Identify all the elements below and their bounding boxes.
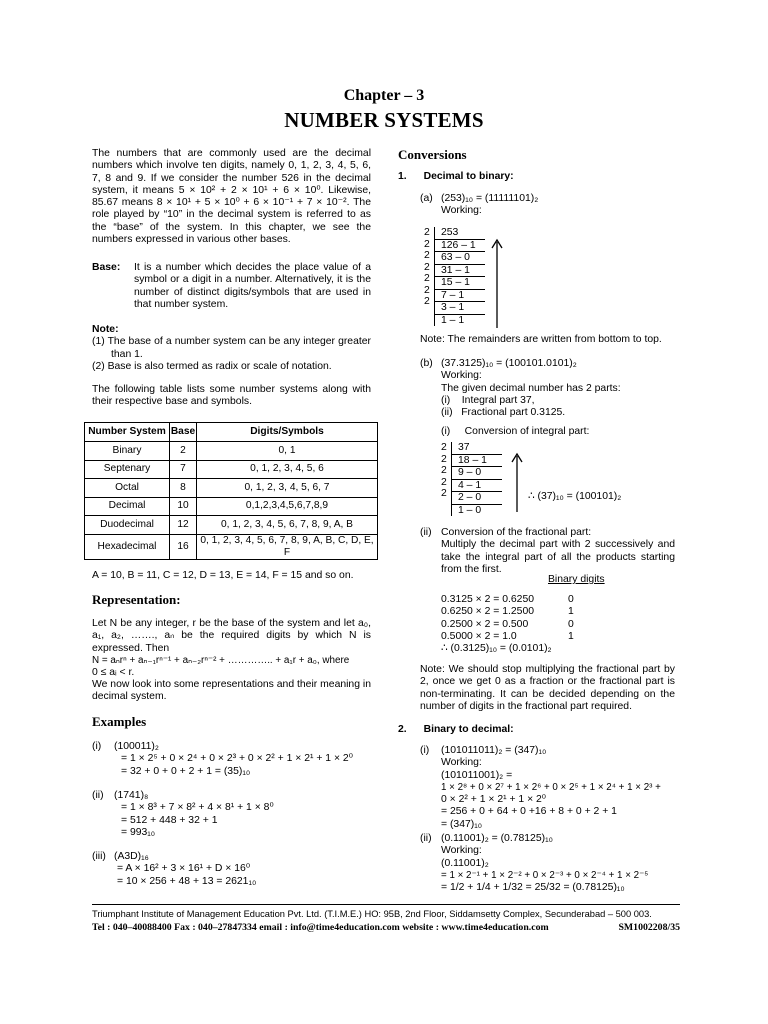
up-arrow-icon — [490, 238, 504, 330]
table-cell: 2 — [170, 442, 197, 461]
fraction-row — [441, 619, 591, 631]
example-line: = 512 + 448 + 32 + 1 — [121, 814, 218, 826]
fraction-note: Note: We should stop multiplying the fractional part by 2, once we get 0 as a fraction or the fractional part is non-terminating. It can be decided depending on the number of digits in the fractional part required. — [420, 664, 675, 712]
example-line: = 10 × 256 + 48 + 13 = 2621₁₀ — [117, 875, 257, 887]
divisor: 2 — [424, 284, 430, 296]
binary-example-ii — [420, 833, 680, 894]
divisor: 2 — [424, 273, 430, 284]
table-row — [85, 497, 378, 516]
divisor: 2 — [441, 476, 447, 488]
divisor: 2 — [424, 227, 430, 238]
example-line: 1 × 2⁸ + 0 × 2⁷ + 1 × 2⁶ + 0 × 2⁵ + 1 × 2⁴ + 1 × 2³ + — [441, 781, 661, 793]
table-cell: Hexadecimal — [85, 534, 170, 560]
footer-contact — [92, 921, 680, 934]
example-line: = 256 + 0 + 64 + 0 +16 + 8 + 0 + 2 + 1 — [441, 806, 617, 818]
divisor: 2 — [424, 261, 430, 273]
representation-condition: 0 ≤ aᵢ < r. — [92, 667, 135, 678]
example-label: (a) — [420, 193, 433, 204]
example-line: = 993₁₀ — [121, 826, 156, 838]
up-arrow-icon — [510, 452, 524, 514]
example-line: = (347)₁₀ — [441, 818, 483, 830]
example-label: (ii) — [420, 833, 432, 844]
parts-intro: The given decimal number has 2 parts: — [441, 382, 621, 394]
example-line: (0.11001)₂ — [441, 857, 489, 869]
divisor: 2 — [424, 238, 430, 250]
example-label: (i) — [420, 745, 430, 756]
table-cell: Septenary — [85, 460, 170, 479]
example-label: (ii) — [420, 527, 432, 538]
example-line: 0 × 2² + 1 × 2¹ + 1 × 2⁰ — [441, 794, 546, 806]
divisor: 2 — [441, 465, 447, 476]
page-footer — [92, 904, 680, 934]
note-item: (1) The base of a number system can be any integer greater than 1. — [92, 336, 371, 360]
table-header: Base — [170, 423, 197, 442]
quotient: 1 – 1 — [441, 314, 465, 326]
part-item: (ii) Fractional part 0.3125. — [441, 407, 566, 419]
table-cell: Decimal — [85, 497, 170, 516]
table-cell: 12 — [170, 516, 197, 535]
quotient: 63 – 0 — [435, 252, 485, 265]
table-cell: 16 — [170, 534, 197, 560]
example-line: = 1 × 2⁵ + 0 × 2⁴ + 0 × 2³ + 0 × 2² + 1 × 2¹ + 1 × 2⁰ — [121, 753, 353, 765]
table-row — [85, 534, 378, 560]
fraction-product: 0.3125 × 2 = 0.6250 — [441, 594, 535, 605]
fraction-product: 0.5000 × 2 = 1.0 — [441, 630, 517, 642]
fraction-result: ∴ (0.3125)₁₀ = (0.0101)₂ — [441, 643, 552, 655]
example-line: (101011001)₂ = — [441, 769, 513, 781]
representation-text-2: We now look into some representations and their meaning in decimal system. — [92, 679, 371, 703]
example-a — [420, 193, 539, 218]
fraction-product: 0.6250 × 2 = 1.2500 — [441, 606, 535, 618]
chapter-label: Chapter – 3 — [343, 87, 425, 104]
table-header: Number System — [85, 423, 170, 442]
representation-text: Let N be any integer, r be the base of the system and let a₀, a₁, a₂, ……., aₙ be the required digits by which N is expressed. Then — [92, 618, 371, 654]
example-equation: (37.3125)₁₀ = (100101.0101)₂ — [441, 358, 577, 369]
example-line: (101011011)₂ = (347)₁₀ — [441, 745, 547, 756]
quotient: 31 – 1 — [435, 265, 485, 278]
table-cell: 0, 1 — [197, 442, 378, 461]
binary-example-i — [420, 745, 680, 831]
part-item: (i) Integral part 37, — [441, 394, 535, 406]
binary-digit: 0 — [568, 594, 574, 605]
binary-digit: 1 — [568, 606, 574, 618]
representation-heading: Representation: — [92, 592, 181, 607]
base-definition — [92, 262, 371, 311]
table-row — [85, 479, 378, 498]
quotient: 4 – 1 — [452, 480, 502, 493]
fraction-product: 0.2500 × 2 = 0.500 — [441, 618, 529, 630]
table-cell: 0,1,2,3,4,5,6,7,8,9 — [197, 497, 378, 516]
divisor: 2 — [441, 442, 447, 453]
divisor: 2 — [424, 296, 430, 307]
quotient: 18 – 1 — [452, 455, 502, 468]
table-row — [85, 460, 378, 479]
example-label: (b) — [420, 358, 433, 369]
section-number: 1. — [398, 171, 407, 182]
remainder-note: Note: The remainders are written from bottom to top. — [420, 334, 662, 345]
example-line: = 32 + 0 + 0 + 2 + 1 = (35)₁₀ — [121, 765, 251, 777]
binary-digits-header: Binary digits — [548, 574, 605, 585]
section-title: Binary to decimal: — [423, 724, 514, 735]
footer-contact-text: Tel : 040–40088400 Fax : 040–27847334 email : info@time4education.com website : www.time4education.com — [92, 922, 549, 933]
quotient: 126 – 1 — [435, 240, 485, 253]
example-item — [92, 851, 371, 888]
division-values — [434, 227, 485, 326]
example-line: = 1/2 + 1/4 + 1/32 = 25/32 = (0.78125)₁₀ — [441, 882, 625, 894]
example-line: Working: — [441, 757, 482, 769]
example-item — [92, 741, 371, 778]
representation-formula: N = aₙrⁿ + aₙ₋₁rⁿ⁻¹ + aₙ₋₂rⁿ⁻² + ………….. + a₁r + a₀, where — [92, 655, 350, 666]
section-1-heading — [398, 171, 514, 183]
binary-digit: 1 — [568, 630, 574, 642]
footer-address: Triumphant Institute of Management Education Pvt. Ltd. (T.I.M.E.) HO: 95B, 2nd Floor, Siddamsetty Complex, Secunderabad – 500 003. — [92, 909, 652, 919]
quotient: 253 — [435, 227, 485, 240]
example-item — [92, 790, 371, 839]
table-cell: 0, 1, 2, 3, 4, 5, 6, 7, 8, 9, A, B — [197, 516, 378, 535]
page-title: NUMBER SYSTEMS — [284, 108, 484, 132]
example-line: Working: — [441, 845, 482, 857]
example-line: = A × 16² + 3 × 16¹ + D × 16⁰ — [117, 863, 250, 875]
intro-paragraph: The numbers that are commonly used are the decimal numbers which involve ten digits, namely 0, 1, 2, 3, 4, 5, 6, 7, 8 and 9. If we consider the number 526 in the decimal system, it means 5 × 10² + 2 × 10¹ + 6 × 10⁰. Likewise, 85.67 means 8 × 10¹ + 5 × 10⁰ + 6 × 10⁻¹ + 7 × 10⁻². The role played by “10” in the decimal system is referred to as the “base” of the system. In this chapter, we see the numbers expressed in various other bases. — [92, 148, 371, 246]
table-cell: 0, 1, 2, 3, 4, 5, 6, 7 — [197, 479, 378, 498]
quotient: 9 – 0 — [452, 467, 502, 480]
footer-code: SM1002208/35 — [618, 922, 680, 933]
note-title: Note: — [92, 324, 119, 335]
table-cell: 0, 1, 2, 3, 4, 5, 6 — [197, 460, 378, 479]
table-header-row — [85, 423, 378, 442]
division-ladder — [424, 227, 430, 308]
examples-heading: Examples — [92, 714, 147, 729]
section-title: Decimal to binary: — [423, 171, 514, 182]
quotient: 1 – 0 — [458, 504, 482, 516]
table-cell: Binary — [85, 442, 170, 461]
base-label: Base: — [92, 262, 121, 273]
fraction-text: Multiply the decimal part with 2 successively and take the integral part of all the products starting from the first. — [441, 539, 675, 575]
table-intro: The following table lists some number systems along with their respective base and symbols. — [92, 384, 371, 408]
table-cell: 7 — [170, 460, 197, 479]
working-label: Working: — [441, 370, 482, 382]
example-line: = 1 × 8³ + 7 × 8² + 4 × 8¹ + 1 × 8⁰ — [121, 802, 274, 814]
division-ladder — [441, 442, 447, 500]
example-label: (iii) — [92, 851, 106, 862]
example-line: (100011)₂ — [114, 741, 159, 752]
fraction-row — [441, 631, 591, 643]
example-label: (i) — [92, 741, 102, 752]
quotient: 37 — [452, 442, 502, 455]
integral-result: ∴ (37)₁₀ = (100101)₂ — [528, 491, 622, 502]
table-header: Digits/Symbols — [197, 423, 378, 442]
working-label: Working: — [441, 205, 482, 217]
example-line: (A3D)₁₆ — [114, 851, 149, 862]
note-block — [92, 324, 371, 373]
example-equation: (253)₁₀ = (11111101)₂ — [441, 193, 539, 204]
divisor: 2 — [441, 453, 447, 465]
fraction-title: Conversion of the fractional part: — [441, 527, 592, 538]
table-cell: Octal — [85, 479, 170, 498]
table-cell: 10 — [170, 497, 197, 516]
letters-note: A = 10, B = 11, C = 12, D = 13, E = 14, F = 15 and so on. — [92, 570, 354, 581]
table-row — [85, 516, 378, 535]
base-text: It is a number which decides the place value of a symbol or a digit in a number. Alternatively, it is the number of distinct digits/symbols that are used in that number system. — [134, 262, 371, 310]
quotient: 3 – 1 — [435, 302, 485, 315]
example-line: = 1 × 2⁻¹ + 1 × 2⁻² + 0 × 2⁻³ + 0 × 2⁻⁴ + 1 × 2⁻⁵ — [441, 869, 649, 881]
example-line: (1741)₈ — [114, 790, 149, 801]
fraction-row — [441, 594, 591, 606]
fraction-conversion — [420, 527, 675, 576]
example-line: (0.11001)₂ = (0.78125)₁₀ — [441, 833, 553, 844]
fraction-row — [441, 606, 591, 618]
table-cell: 8 — [170, 479, 197, 498]
number-systems-table — [84, 422, 378, 560]
table-row — [85, 442, 378, 461]
table-cell: Duodecimal — [85, 516, 170, 535]
table-cell: 0, 1, 2, 3, 4, 5, 6, 7, 8, 9, A, B, C, D, E, F — [197, 534, 378, 560]
section-number: 2. — [398, 724, 407, 735]
divisor: 2 — [424, 250, 430, 261]
example-b — [420, 358, 675, 439]
section-2-heading — [398, 724, 514, 736]
note-item: (2) Base is also termed as radix or scale of notation. — [92, 360, 332, 372]
binary-digit: 0 — [568, 618, 574, 630]
quotient: 7 – 1 — [435, 290, 485, 303]
quotient: 2 – 0 — [452, 492, 502, 505]
division-values — [451, 442, 502, 516]
conversions-heading: Conversions — [398, 147, 467, 162]
example-label: (ii) — [92, 790, 104, 801]
conversion-label: (i) Conversion of integral part: — [441, 426, 590, 438]
divisor: 2 — [441, 488, 447, 499]
quotient: 15 – 1 — [435, 277, 485, 290]
fraction-rows — [441, 594, 591, 655]
